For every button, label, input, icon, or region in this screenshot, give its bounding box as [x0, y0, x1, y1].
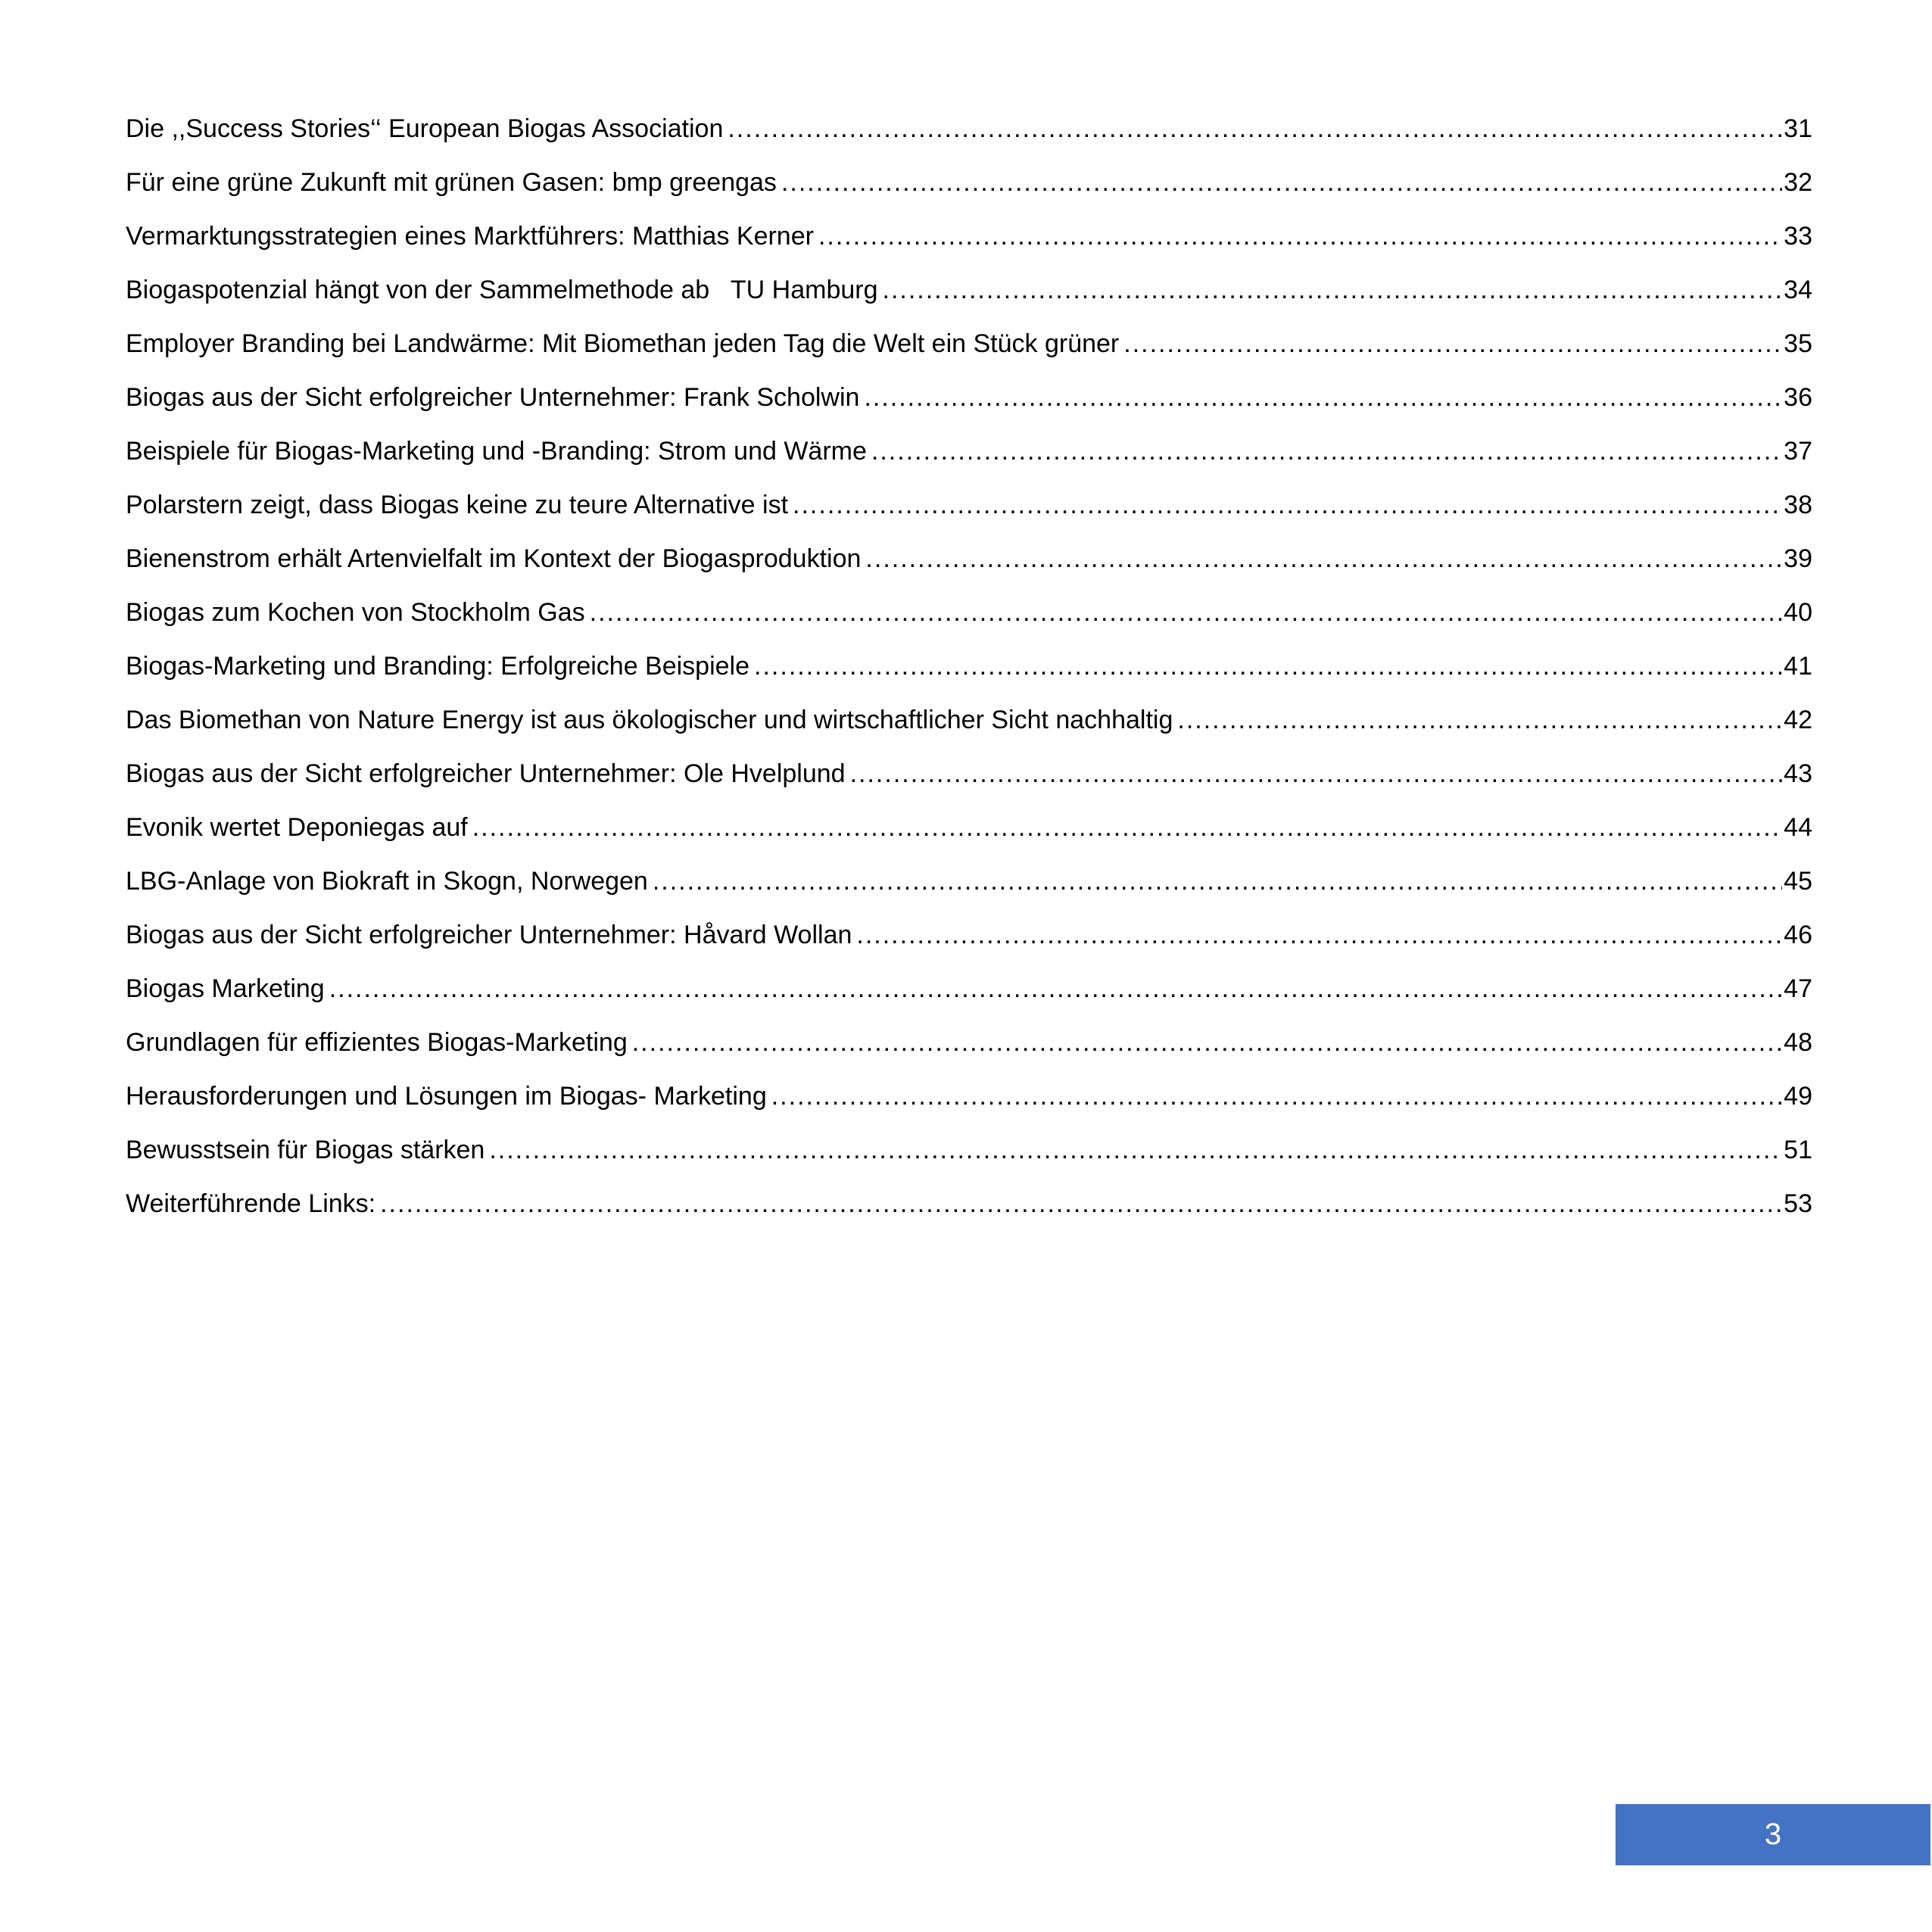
toc-dot-leader	[856, 912, 1782, 958]
toc-entry-title: LBG-Anlage von Biokraft in Skogn, Norwegen	[126, 867, 648, 896]
toc-entry[interactable]	[126, 1127, 1812, 1181]
toc-entry-title: Grundlagen für effizientes Biogas-Marketing	[126, 1028, 628, 1057]
toc-entry[interactable]	[126, 966, 1812, 1020]
toc-entry-title: Vermarktungsstrategien eines Marktführers: Matthias Kerner	[126, 222, 814, 251]
toc-dot-leader	[871, 428, 1782, 474]
toc-entry-page: 37	[1784, 437, 1812, 466]
page-number: 3	[1764, 1818, 1782, 1851]
toc-entry-title: Biogaspotenzial hängt von der Sammelmethode ab TU Hamburg	[126, 276, 878, 304]
toc-dot-leader	[754, 643, 1782, 689]
toc-entry[interactable]	[126, 805, 1812, 858]
toc-dot-leader	[850, 751, 1783, 796]
toc-entry[interactable]	[126, 697, 1812, 751]
toc-dot-leader	[653, 858, 1782, 904]
toc-entry[interactable]	[126, 106, 1812, 160]
toc-entry-page: 53	[1784, 1189, 1812, 1218]
toc-dot-leader	[590, 590, 1783, 635]
toc-entry-page: 51	[1784, 1136, 1812, 1164]
toc-entry-page: 46	[1784, 921, 1812, 949]
toc-entry[interactable]	[126, 482, 1812, 536]
toc-entry-title: Polarstern zeigt, dass Biogas keine zu teure Alternative ist	[126, 491, 789, 519]
toc-dot-leader	[1123, 321, 1782, 366]
page-number-badge	[1616, 1804, 1930, 1865]
toc-entry-title: Das Biomethan von Nature Energy ist aus ökologischer und wirtschaftlicher Sicht nachhaltig	[126, 706, 1173, 734]
toc-dot-leader	[883, 267, 1783, 313]
toc-entry[interactable]	[126, 751, 1812, 805]
toc-entry-title: Herausforderungen und Lösungen im Biogas- Marketing	[126, 1082, 767, 1111]
toc-entry-page: 44	[1784, 813, 1812, 842]
toc-dot-leader	[632, 1020, 1782, 1065]
toc-dot-leader	[865, 536, 1782, 581]
toc-dot-leader	[781, 160, 1782, 205]
toc-entry-page: 43	[1784, 759, 1812, 788]
toc-entry-title: Biogas aus der Sicht erfolgreicher Unternehmer: Håvard Wollan	[126, 921, 852, 949]
toc-entry-title: Biogas aus der Sicht erfolgreicher Unternehmer: Frank Scholwin	[126, 383, 860, 412]
toc-entry-page: 42	[1784, 706, 1812, 734]
toc-dot-leader	[864, 375, 1782, 420]
toc-entry-title: Beispiele für Biogas-Marketing und -Branding: Strom und Wärme	[126, 437, 867, 466]
toc-entry-title: Biogas zum Kochen von Stockholm Gas	[126, 598, 585, 627]
toc-entry-page: 31	[1784, 114, 1812, 143]
toc-entry[interactable]	[126, 160, 1812, 213]
toc-entry-page: 34	[1784, 276, 1812, 304]
toc-entry-title: Bienenstrom erhält Artenvielfalt im Kontext der Biogasproduktion	[126, 544, 862, 573]
toc-entry-title: Bewusstsein für Biogas stärken	[126, 1136, 485, 1164]
toc-entry[interactable]	[126, 428, 1812, 482]
toc-dot-leader	[1177, 697, 1782, 743]
toc-entry-title: Für eine grüne Zukunft mit grünen Gasen: bmp greengas	[126, 168, 777, 197]
toc-entry-page: 35	[1784, 329, 1812, 358]
toc-dot-leader	[472, 805, 1782, 850]
toc-entry-page: 48	[1784, 1028, 1812, 1057]
toc-entry-title: Employer Branding bei Landwärme: Mit Biomethan jeden Tag die Welt ein Stück grüner	[126, 329, 1120, 358]
toc-entry-page: 41	[1784, 652, 1812, 681]
toc-entry[interactable]	[126, 1074, 1812, 1127]
toc-dot-leader	[793, 482, 1782, 528]
toc-entry-title: Biogas-Marketing und Branding: Erfolgreiche Beispiele	[126, 652, 750, 681]
toc-entry-title: Biogas Marketing	[126, 974, 325, 1003]
toc-entry[interactable]	[126, 912, 1812, 966]
toc-dot-leader	[818, 213, 1782, 259]
toc-entry-title: Evonik wertet Deponiegas auf	[126, 813, 468, 842]
toc-entry[interactable]	[126, 321, 1812, 375]
toc-entry-title: Die ,,Success Stories‘‘ European Biogas Association	[126, 114, 724, 143]
toc-entry[interactable]	[126, 375, 1812, 428]
toc-entry[interactable]	[126, 590, 1812, 643]
toc-dot-leader	[329, 966, 1782, 1011]
toc-entry-title: Weiterführende Links:	[126, 1189, 376, 1218]
toc-dot-leader	[489, 1127, 1782, 1173]
toc-entry[interactable]	[126, 1020, 1812, 1074]
toc-entry[interactable]	[126, 213, 1812, 267]
toc-entry-page: 38	[1784, 491, 1812, 519]
toc-entry[interactable]	[126, 643, 1812, 697]
toc-entry-page: 47	[1784, 974, 1812, 1003]
toc-dot-leader	[771, 1074, 1782, 1119]
toc-entry-page: 49	[1784, 1082, 1812, 1111]
toc-entry[interactable]	[126, 1181, 1812, 1235]
toc-dot-leader	[728, 106, 1782, 151]
toc-entry-page: 33	[1784, 222, 1812, 251]
toc-entry-page: 40	[1784, 598, 1812, 627]
toc-entry-page: 36	[1784, 383, 1812, 412]
toc-entry-page: 39	[1784, 544, 1812, 573]
toc-entry[interactable]	[126, 858, 1812, 912]
table-of-contents	[126, 106, 1812, 1235]
toc-entry-page: 32	[1784, 168, 1812, 197]
toc-entry[interactable]	[126, 536, 1812, 590]
toc-dot-leader	[380, 1181, 1782, 1226]
toc-entry-page: 45	[1784, 867, 1812, 896]
toc-entry[interactable]	[126, 267, 1812, 321]
toc-entry-title: Biogas aus der Sicht erfolgreicher Unternehmer: Ole Hvelplund	[126, 759, 846, 788]
